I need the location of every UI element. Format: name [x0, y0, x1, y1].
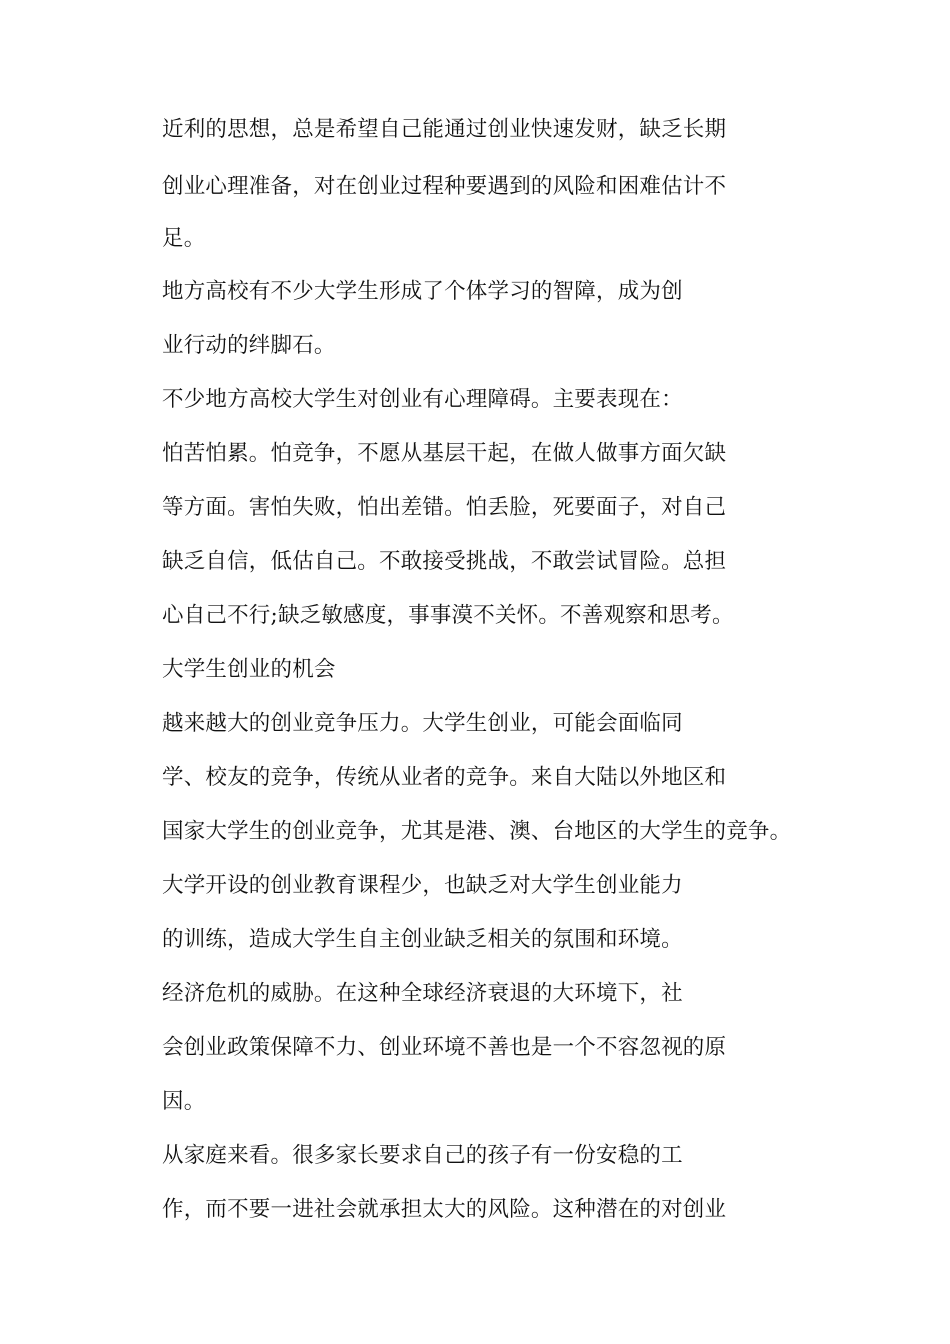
text-line: 国家大学生的创业竞争，尤其是港、澳、台地区的大学生的竞争。 — [162, 819, 792, 844]
text-line: 大学开设的创业教育课程少，也缺乏对大学生创业能力 — [162, 873, 683, 898]
text-line: 不少地方高校大学生对创业有心理障碍。主要表现在： — [162, 387, 683, 412]
text-line: 心自己不行;缺乏敏感度，事事漠不关怀。不善观察和思考。 — [162, 603, 734, 628]
text-line: 地方高校有不少大学生形成了个体学习的智障，成为创 — [162, 279, 683, 304]
text-line: 作，而不要一进社会就承担太大的风险。这种潜在的对创业 — [162, 1197, 727, 1222]
text-line: 足。 — [162, 226, 206, 251]
text-line: 创业心理准备，对在创业过程种要遇到的风险和困难估计不 — [162, 174, 727, 199]
text-line: 的训练，造成大学生自主创业缺乏相关的氛围和环境。 — [162, 927, 683, 952]
text-line: 会创业政策保障不力、创业环境不善也是一个不容忽视的原 — [162, 1035, 727, 1060]
text-line: 近利的思想，总是希望自己能通过创业快速发财，缺乏长期 — [162, 117, 727, 142]
text-line: 因。 — [162, 1089, 206, 1114]
text-line: 业行动的绊脚石。 — [162, 333, 336, 358]
text-line: 经济危机的威胁。在这种全球经济衰退的大环境下，社 — [162, 981, 683, 1006]
text-line: 从家庭来看。很多家长要求自己的孩子有一份安稳的工 — [162, 1143, 683, 1168]
text-line: 学、校友的竞争，传统从业者的竞争。来自大陆以外地区和 — [162, 765, 727, 790]
text-line: 怕苦怕累。怕竞争，不愿从基层干起，在做人做事方面欠缺 — [162, 441, 727, 466]
section-heading: 大学生创业的机会 — [162, 657, 336, 682]
text-line: 等方面。害怕失败，怕出差错。怕丢脸，死要面子，对自己 — [162, 495, 727, 520]
text-line: 越来越大的创业竞争压力。大学生创业，可能会面临同 — [162, 711, 683, 736]
text-line: 缺乏自信，低估自己。不敢接受挑战，不敢尝试冒险。总担 — [162, 549, 727, 574]
